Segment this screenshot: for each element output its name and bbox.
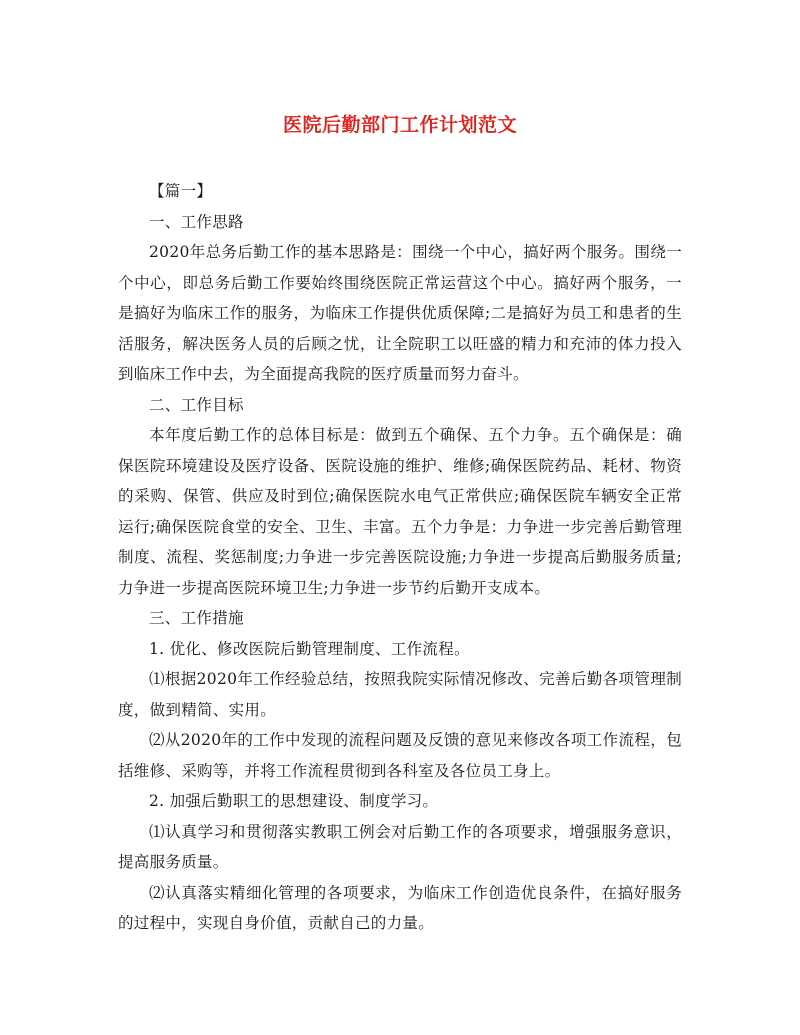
measure-item-1: 1. 优化、修改医院后勤管理制度、工作流程。 [149, 639, 470, 658]
heading-work-goals: 二、工作目标 [149, 395, 244, 414]
measure-item-2-2: ⑵认真落实精细化管理的各项要求，为临床工作创造优良条件，在搞好服务的过程中，实现自身价值，贡献自己的力量。 [118, 883, 682, 932]
paragraph-work-approach: 2020年总务后勤工作的基本思路是：围绕一个中心，搞好两个服务。围绕一个中心，即总务后勤工作要始终围绕医院正常运营这个中心。搞好两个服务，一是搞好为临床工作的服务，为临床工作提供优质保障;二是搞好为员工和患者的生活服务，解决医务人员的后顾之忧，让全院职工以旺盛的精力和充沛的体力投入到临床工作中去，为全面提高我院的医疗质量而努力奋斗。 [118, 243, 682, 383]
document-body [118, 176, 682, 939]
measure-item-2: 2. 加强后勤职工的思想建设、制度学习。 [149, 792, 439, 810]
paragraph-work-goals: 本年度后勤工作的总体目标是：做到五个确保、五个力争。五个确保是：确保医院环境建设及医疗设备、医院设施的维护、维修;确保医院药品、耗材、物资的采购、保管、供应及时到位;确保医院水电气正常供应;确保医院车辆安全正常运行;确保医院食堂的安全、卫生、丰富。五个力争是：力争进一步完善后勤管理制度、流程、奖惩制度;力争进一步完善医院设施;力争进一步提高后勤服务质量;力争进一步提高医院环境卫生;力争进一步节约后勤开支成本。 [118, 426, 682, 597]
document-title: 医院后勤部门工作计划范文 [282, 114, 517, 136]
measure-item-1-1: ⑴根据2020年工作经验总结，按照我院实际情况修改、完善后勤各项管理制度，做到精简、实用。 [118, 670, 682, 719]
measure-item-1-2: ⑵从2020年的工作中发现的流程问题及反馈的意见来修改各项工作流程，包括维修、采购等，并将工作流程贯彻到各科室及各位员工身上。 [118, 731, 682, 780]
measure-item-2-1: ⑴认真学习和贯彻落实教职工例会对后勤工作的各项要求，增强服务意识，提高服务质量。 [118, 822, 682, 871]
heading-work-measures: 三、工作措施 [149, 609, 244, 627]
section-label: 【篇一】 [149, 182, 213, 200]
heading-work-approach: 一、工作思路 [149, 212, 244, 231]
